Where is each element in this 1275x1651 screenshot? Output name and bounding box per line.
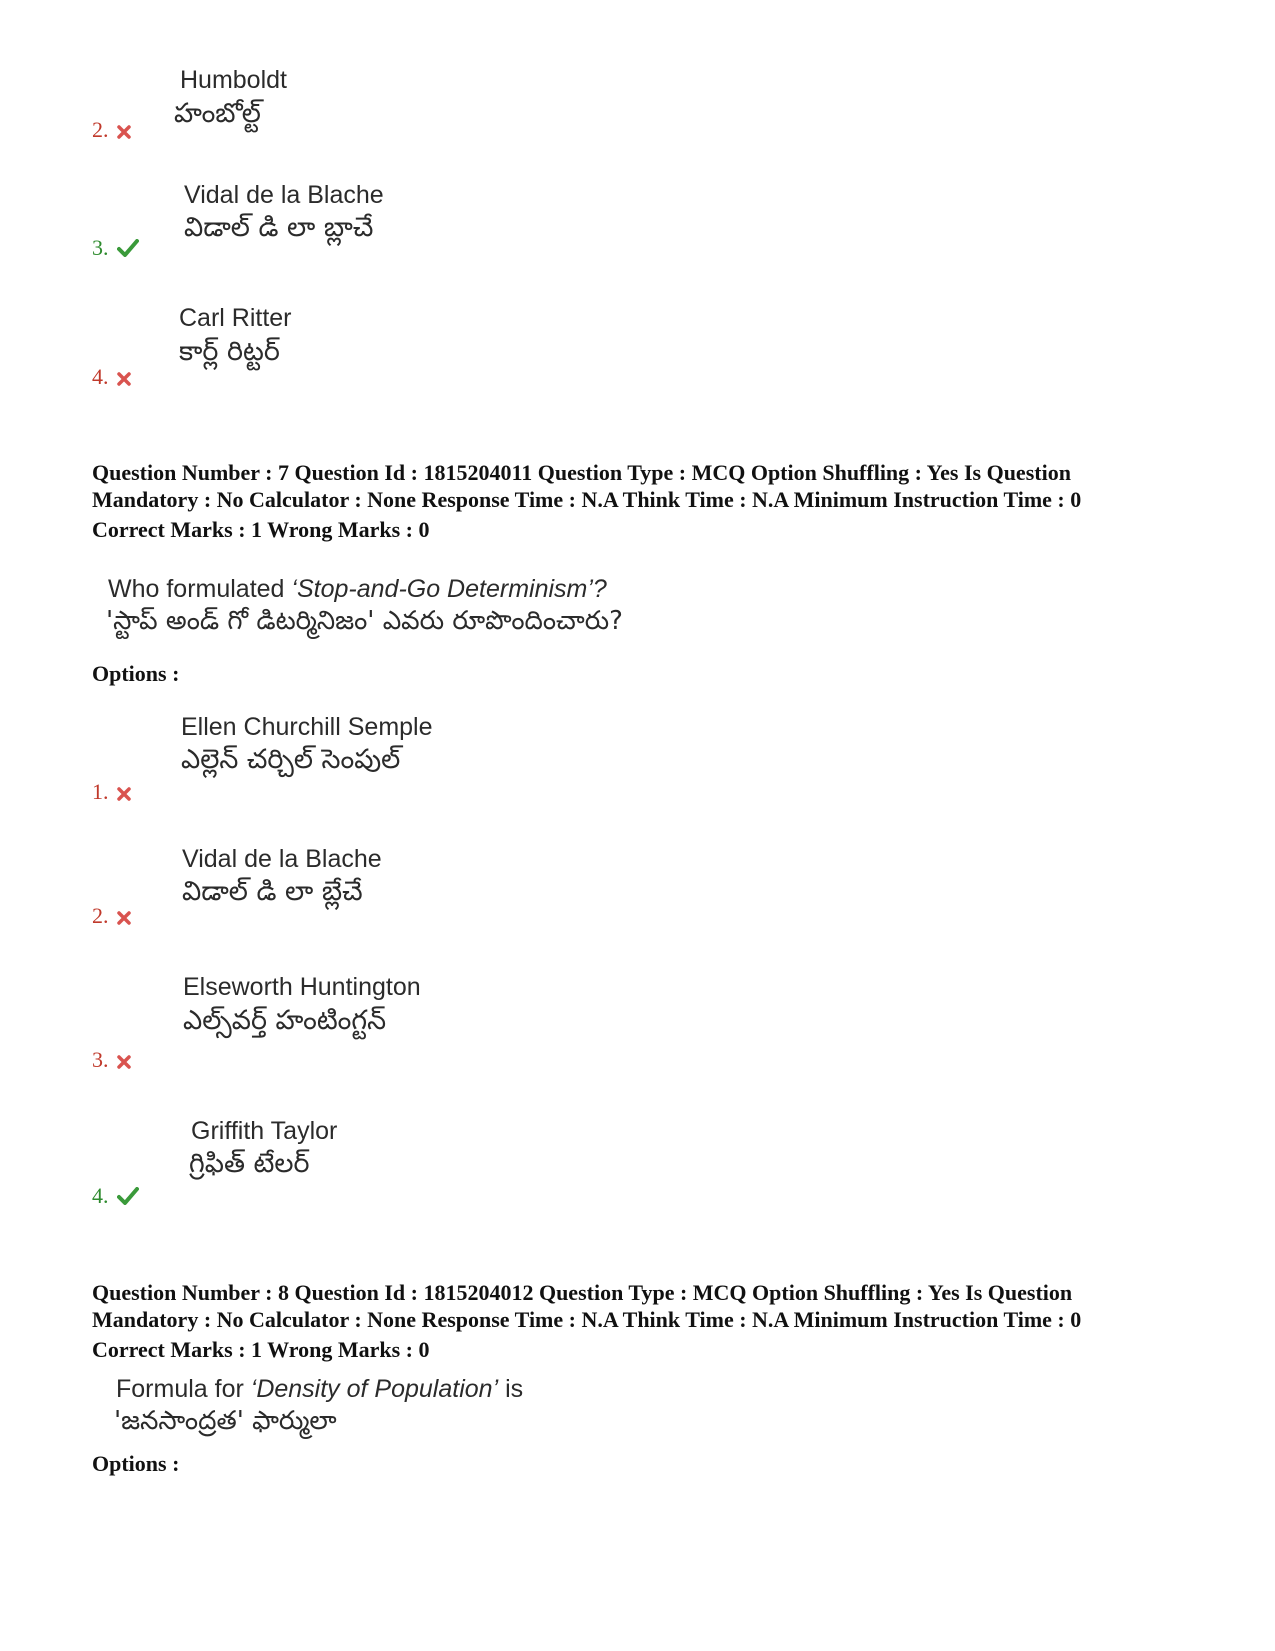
option-eng-text: Humboldt — [180, 66, 287, 94]
check-icon — [117, 237, 139, 263]
option-number-label: 3. — [92, 1047, 109, 1072]
option-eng-text: Ellen Churchill Semple — [181, 713, 433, 741]
option-eng-text: Vidal de la Blache — [182, 845, 382, 873]
option-number — [92, 117, 131, 145]
option-number — [92, 364, 131, 392]
check-icon — [117, 1185, 139, 1211]
option-tel-text: గ్రిఫిత్ టేలర్ — [189, 1148, 310, 1179]
options-label: Options : — [92, 1451, 180, 1476]
option-number — [92, 235, 139, 263]
question-meta — [92, 459, 1192, 513]
question-text-prefix: Who formulated — [108, 575, 292, 603]
question-text-suffix: is — [498, 1375, 524, 1403]
option-eng-text: Elseworth Huntington — [183, 973, 421, 1001]
question-meta-line2: Mandatory : No Calculator : None Response Time : N.A Think Time : N.A Minimum Instruction Time : 0 — [92, 1307, 1082, 1332]
option-eng-text: Vidal de la Blache — [184, 181, 384, 209]
option-number — [92, 1183, 139, 1211]
cross-icon — [117, 781, 131, 807]
option-number — [92, 903, 131, 931]
option-tel-text: ఎల్లెన్ చర్చిల్ సెంపుల్ — [181, 744, 401, 775]
question-meta — [92, 1279, 1192, 1333]
option-tel-text: విడాల్ డి లా బ్లాచే — [184, 212, 374, 243]
cross-icon — [117, 1049, 131, 1075]
question-meta-line1: Question Number : 8 Question Id : 1815204012 Question Type : MCQ Option Shuffling : Yes Is Question — [92, 1280, 1073, 1305]
option-number-label: 2. — [92, 117, 109, 142]
question-text-tel: 'జనసాంద్రత' ఫార్ములా — [114, 1406, 337, 1436]
question-meta-line2: Mandatory : No Calculator : None Response Time : N.A Think Time : N.A Minimum Instruction Time : 0 — [92, 487, 1082, 512]
question-text-eng — [116, 1375, 523, 1404]
option-tel-text: కార్ల్ రిట్టర్ — [179, 336, 280, 367]
question-text-eng — [108, 575, 607, 604]
question-text-prefix: Formula for — [116, 1375, 251, 1403]
option-eng-text: Carl Ritter — [179, 304, 292, 332]
option-number-label: 1. — [92, 779, 109, 804]
question-marks: Correct Marks : 1 Wrong Marks : 0 — [92, 517, 430, 542]
cross-icon — [117, 366, 131, 392]
options-label: Options : — [92, 661, 180, 686]
option-tel-text: ఎల్స్‌వర్త్ హంటింగ్టన్ — [183, 1005, 387, 1036]
question-text-italic: ‘Density of Population’ — [250, 1375, 499, 1403]
question-text-italic: ‘Stop-and-Go Determinism’? — [291, 575, 607, 603]
option-number — [92, 1047, 131, 1075]
option-tel-text: విడాల్ డి లా బ్లేచే — [182, 876, 363, 907]
option-tel-text: హంబోల్ట్ — [174, 98, 261, 129]
question-meta-line1: Question Number : 7 Question Id : 1815204011 Question Type : MCQ Option Shuffling : Yes Is Question — [92, 460, 1071, 485]
option-number-label: 2. — [92, 903, 109, 928]
option-eng-text: Griffith Taylor — [191, 1117, 338, 1145]
option-number-label: 4. — [92, 1183, 109, 1208]
option-number-label: 3. — [92, 235, 109, 260]
cross-icon — [117, 119, 131, 145]
question-marks: Correct Marks : 1 Wrong Marks : 0 — [92, 1337, 430, 1362]
option-number-label: 4. — [92, 364, 109, 389]
cross-icon — [117, 905, 131, 931]
option-number — [92, 779, 131, 807]
question-text-tel: 'స్టాప్ అండ్ గో డిటర్మినిజం' ఎవరు రూపొందించారు? — [106, 606, 623, 636]
